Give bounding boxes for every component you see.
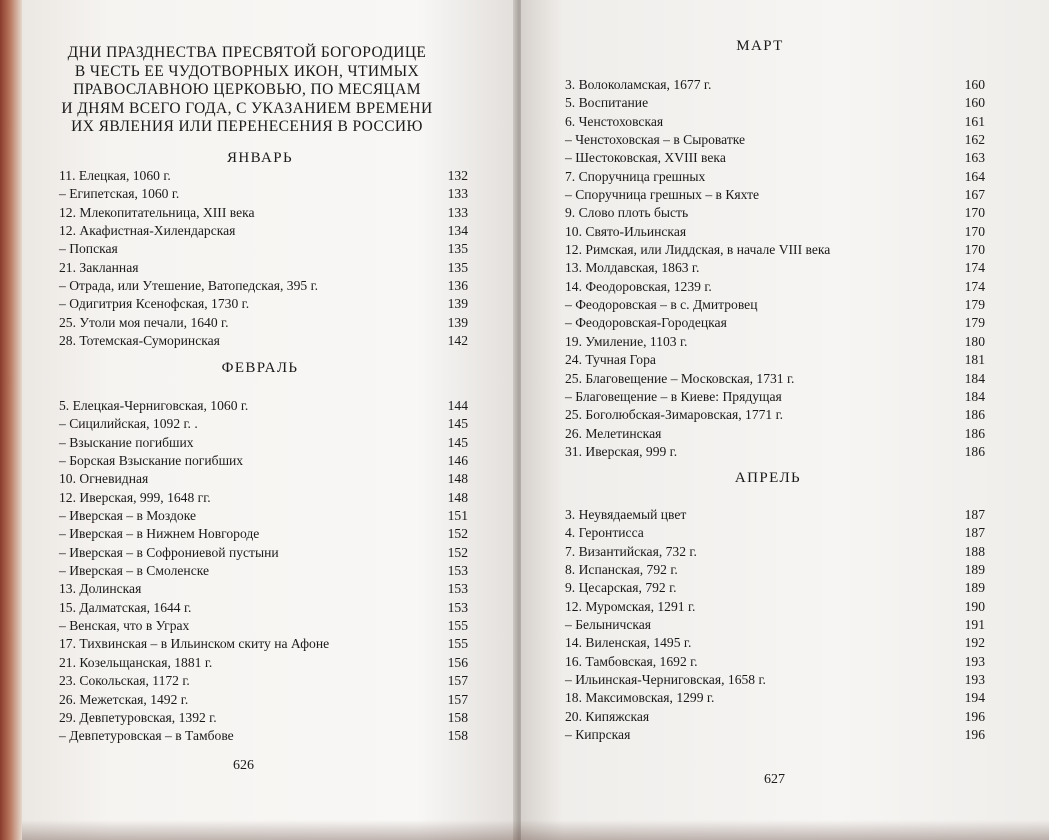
- toc-entry-page-number: 179: [964, 315, 985, 331]
- toc-entry-title: – Шестоковская, XVIII века: [565, 150, 726, 166]
- toc-entry-title: 7. Споручница грешных: [565, 168, 706, 184]
- toc-entry-title: 25. Благовещение – Московская, 1731 г.: [565, 370, 795, 386]
- toc-entry-title: – Египетская, 1060 г.: [59, 186, 180, 202]
- toc-entry-page-number: 164: [964, 168, 985, 184]
- toc-entry-page-number: 132: [447, 168, 468, 183]
- toc-entry-page-number: 157: [447, 673, 468, 689]
- toc-entry-page-number: 170: [964, 205, 985, 221]
- toc-entry-title: 19. Умиление, 1103 г.: [565, 333, 688, 349]
- toc-entry: [565, 506, 985, 524]
- toc-entry-page-number: 153: [447, 599, 468, 615]
- toc-entry: [59, 599, 468, 617]
- toc-entry: [59, 222, 468, 240]
- page-title: ДНИ ПРАЗДНЕСТВА ПРЕСВЯТОЙ БОГОРОДИЦЕ В ЧЕСТЬ ЕЕ ЧУДОТВОРНЫХ ИКОН, ЧТИМЫХ ПРАВОСЛАВНОЮ ЦЕРКОВЬЮ, ПО МЕСЯЦАМ И ДНЯМ ВСЕГО ГОДА, С УКАЗАНИЕМ ВРЕМЕНИ ИХ ЯВЛЕНИЯ ИЛИ ПЕРЕНЕСЕНИЯ В РОССИЮ: [61, 44, 433, 135]
- toc-entry-title: 14. Феодоровская, 1239 г.: [565, 278, 712, 294]
- toc-entry-title: 7. Византийская, 732 г.: [565, 543, 697, 559]
- toc-entry-title: – Отрада, или Утешение, Ватопедская, 395 г.: [59, 278, 319, 294]
- toc-entry-title: 12. Римская, или Лиддская, в начале VIII века: [565, 242, 831, 258]
- toc-entry: [565, 561, 985, 579]
- toc-entry-page-number: 156: [447, 654, 468, 670]
- toc-entry-title: – Иверская – в Моздоке: [59, 508, 196, 524]
- toc-entry-title: 5. Елецкая-Черниговская, 1060 г.: [59, 398, 249, 413]
- toc-entry-page-number: 160: [964, 95, 985, 111]
- toc-entry: [565, 149, 985, 167]
- toc-entry-title: – Иверская – в Смоленске: [59, 563, 210, 579]
- toc-entry-title: 9. Цесарская, 792 г.: [565, 580, 677, 596]
- toc-entry: [59, 259, 468, 277]
- toc-entry: [565, 204, 985, 222]
- toc-entry-page-number: 163: [964, 150, 985, 166]
- toc-entry-title: – Иверская – в Нижнем Новгороде: [59, 526, 260, 542]
- toc-entry-page-number: 139: [447, 296, 468, 312]
- toc-entry-page-number: 190: [964, 598, 985, 614]
- toc-entry: [565, 543, 985, 561]
- toc-entry-page-number: 186: [964, 443, 985, 459]
- toc-entry-page-number: 188: [964, 543, 985, 559]
- toc-entry-page-number: 180: [964, 333, 985, 349]
- toc-entry: [59, 185, 468, 203]
- toc-entry-page-number: 196: [964, 708, 985, 724]
- toc-entry-page-number: 145: [447, 434, 468, 450]
- toc-entry-page-number: 194: [964, 690, 985, 706]
- toc-entry-title: 25. Боголюбская-Зимаровская, 1771 г.: [565, 407, 784, 423]
- toc-entry: [59, 635, 468, 653]
- toc-entry-page-number: 196: [964, 727, 985, 743]
- toc-entry-title: 8. Испанская, 792 г.: [565, 562, 678, 578]
- toc-entry-page-number: 184: [964, 388, 985, 404]
- toc-entry-title: 31. Иверская, 999 г.: [565, 443, 678, 459]
- toc-entry-page-number: 153: [447, 563, 468, 579]
- toc-entry-page-number: 155: [447, 636, 468, 652]
- toc-entry: [59, 204, 468, 222]
- toc-entry-title: 10. Огневидная: [59, 471, 149, 487]
- toc-entry-page-number: 160: [964, 77, 985, 92]
- toc-entry-title: 5. Воспитание: [565, 95, 649, 111]
- toc-entry-page-number: 158: [447, 709, 468, 725]
- toc-entry-page-number: 152: [447, 544, 468, 560]
- toc-entry-page-number: 157: [447, 691, 468, 707]
- toc-entry: [565, 351, 985, 369]
- toc-entry: [565, 223, 985, 241]
- toc-entry: [59, 295, 468, 313]
- toc-entry: [565, 370, 985, 388]
- toc-entry-title: – Попская: [59, 241, 118, 257]
- toc-entry-page-number: 170: [964, 242, 985, 258]
- toc-entry: [59, 314, 468, 332]
- toc-entry: [59, 167, 468, 185]
- toc-entry-page-number: 187: [964, 525, 985, 541]
- toc-entry-title: 13. Молдавская, 1863 г.: [565, 260, 700, 276]
- toc-entry-page-number: 153: [447, 581, 468, 597]
- toc-entry: [59, 332, 468, 350]
- toc-entry-page-number: 152: [447, 526, 468, 542]
- toc-entry: [565, 425, 985, 443]
- march-list: [565, 76, 985, 461]
- toc-entry-page-number: 181: [964, 352, 985, 368]
- toc-entry-page-number: 193: [964, 653, 985, 669]
- toc-entry: [565, 278, 985, 296]
- toc-entry: [565, 259, 985, 277]
- toc-entry-page-number: 189: [964, 580, 985, 596]
- toc-entry: [565, 653, 985, 671]
- book-cover-edge: [0, 0, 22, 840]
- toc-entry: [565, 241, 985, 259]
- toc-entry: [565, 388, 985, 406]
- toc-entry-page-number: 148: [447, 489, 468, 505]
- toc-entry-title: 15. Далматская, 1644 г.: [59, 599, 192, 615]
- toc-entry-page-number: 133: [447, 204, 468, 220]
- toc-entry-title: – Одигитрия Ксенофская, 1730 г.: [59, 296, 250, 312]
- toc-entry-page-number: 170: [964, 223, 985, 239]
- toc-entry-page-number: 174: [964, 278, 985, 294]
- toc-entry: [59, 727, 468, 745]
- february-list: [59, 397, 468, 746]
- toc-entry: [59, 544, 468, 562]
- toc-entry: [59, 507, 468, 525]
- toc-entry: [565, 726, 985, 744]
- toc-entry-title: – Венская, что в Уграх: [59, 618, 190, 634]
- toc-entry-title: 28. Тотемская-Суморинская: [59, 333, 220, 349]
- toc-entry-title: 14. Виленская, 1495 г.: [565, 635, 692, 651]
- month-heading-january: ЯНВАРЬ: [226, 150, 294, 166]
- toc-entry: [59, 580, 468, 598]
- toc-entry-title: – Споручница грешных – в Кяхте: [565, 187, 760, 203]
- toc-entry-page-number: 135: [447, 259, 468, 275]
- toc-entry-page-number: 135: [447, 241, 468, 257]
- toc-entry-title: 4. Геронтисса: [565, 525, 644, 541]
- toc-entry-title: – Сицилийская, 1092 г. .: [59, 416, 198, 432]
- toc-entry: [59, 562, 468, 580]
- toc-entry: [59, 397, 468, 415]
- toc-entry: [565, 689, 985, 707]
- toc-entry-title: – Ильинская-Черниговская, 1658 г.: [565, 672, 766, 688]
- toc-entry: [565, 524, 985, 542]
- toc-entry-page-number: 179: [964, 297, 985, 313]
- toc-entry: [59, 617, 468, 635]
- toc-entry-title: 12. Млекопитательница, XIII века: [59, 204, 255, 220]
- toc-entry-title: 12. Акафистная-Хилендарская: [59, 223, 236, 239]
- toc-entry: [565, 443, 985, 461]
- toc-entry-title: – Ченстоховская – в Сыроватке: [565, 132, 746, 148]
- toc-entry-page-number: 151: [447, 508, 468, 524]
- toc-entry-page-number: 184: [964, 370, 985, 386]
- toc-entry-title: – Феодоровская-Городецкая: [565, 315, 727, 331]
- toc-entry: [59, 525, 468, 543]
- page-number-right: 627: [764, 772, 785, 787]
- toc-entry-page-number: 187: [964, 507, 985, 522]
- toc-entry-title: 6. Ченстоховская: [565, 113, 664, 129]
- toc-entry-title: 3. Неувядаемый цвет: [565, 507, 687, 522]
- toc-entry-page-number: 174: [964, 260, 985, 276]
- toc-entry-title: 3. Волоколамская, 1677 г.: [565, 77, 712, 92]
- toc-entry: [59, 709, 468, 727]
- toc-entry-title: 20. Кипяжская: [565, 708, 650, 724]
- toc-entry-page-number: 186: [964, 407, 985, 423]
- toc-entry-title: 21. Козельщанская, 1881 г.: [59, 654, 213, 670]
- toc-entry-title: 12. Муромская, 1291 г.: [565, 598, 696, 614]
- month-heading-march: МАРТ: [736, 38, 784, 54]
- toc-entry-page-number: 191: [964, 617, 985, 633]
- toc-entry: [59, 489, 468, 507]
- toc-entry: [565, 168, 985, 186]
- toc-entry-title: 11. Елецкая, 1060 г.: [59, 168, 171, 183]
- toc-entry: [565, 94, 985, 112]
- toc-entry: [59, 470, 468, 488]
- toc-entry-page-number: 144: [447, 398, 468, 413]
- toc-entry-page-number: 134: [447, 223, 468, 239]
- toc-entry: [59, 240, 468, 258]
- toc-entry-title: 23. Сокольская, 1172 г.: [59, 673, 190, 689]
- toc-entry-page-number: 162: [964, 132, 985, 148]
- toc-entry-title: 29. Девпетуровская, 1392 г.: [59, 709, 217, 725]
- toc-entry-page-number: 136: [447, 278, 468, 294]
- toc-entry: [565, 598, 985, 616]
- toc-entry-title: – Кипрская: [565, 727, 631, 743]
- toc-entry-page-number: 142: [447, 333, 468, 349]
- toc-entry-page-number: 139: [447, 314, 468, 330]
- toc-entry-title: 18. Максимовская, 1299 г.: [565, 690, 715, 706]
- toc-entry: [59, 452, 468, 470]
- toc-entry: [59, 415, 468, 433]
- toc-entry-page-number: 189: [964, 562, 985, 578]
- toc-entry: [59, 672, 468, 690]
- toc-entry-title: – Борская Взыскание погибших: [59, 453, 244, 469]
- toc-entry-title: – Белыничская: [565, 617, 652, 633]
- toc-entry-page-number: 148: [447, 471, 468, 487]
- toc-entry-title: 21. Закланная: [59, 259, 139, 275]
- toc-entry: [565, 113, 985, 131]
- toc-entry: [59, 691, 468, 709]
- toc-entry: [565, 131, 985, 149]
- toc-entry: [59, 277, 468, 295]
- toc-entry-title: – Феодоровская – в с. Дмитровец: [565, 297, 758, 313]
- toc-entry: [565, 634, 985, 652]
- toc-entry-title: 12. Иверская, 999, 1648 гг.: [59, 489, 211, 505]
- january-list: [59, 167, 468, 350]
- toc-entry-page-number: 158: [447, 728, 468, 744]
- month-heading-february: ФЕВРАЛЬ: [221, 360, 299, 376]
- toc-entry-page-number: 155: [447, 618, 468, 634]
- toc-entry-title: 10. Свято-Ильинская: [565, 223, 687, 239]
- toc-entry-title: – Иверская – в Софрониевой пустыни: [59, 544, 279, 560]
- toc-entry: [565, 406, 985, 424]
- toc-entry-title: 26. Межетская, 1492 г.: [59, 691, 189, 707]
- toc-entry: [565, 708, 985, 726]
- page-bottom-shadow: [22, 820, 1049, 840]
- toc-entry-title: 17. Тихвинская – в Ильинском скиту на Афоне: [59, 636, 330, 652]
- toc-entry: [565, 314, 985, 332]
- toc-entry: [565, 616, 985, 634]
- toc-entry-title: – Взыскание погибших: [59, 434, 194, 450]
- toc-entry: [565, 579, 985, 597]
- toc-entry-title: – Девпетуровская – в Тамбове: [59, 728, 234, 744]
- toc-entry: [59, 654, 468, 672]
- toc-entry-page-number: 192: [964, 635, 985, 651]
- toc-entry-title: 26. Мелетинская: [565, 425, 662, 441]
- page-number-left: 626: [233, 758, 254, 773]
- toc-entry-page-number: 167: [964, 187, 985, 203]
- toc-entry: [565, 333, 985, 351]
- toc-entry: [565, 186, 985, 204]
- april-list: [565, 506, 985, 744]
- toc-entry-title: 9. Слово плоть бысть: [565, 205, 689, 221]
- toc-entry: [565, 76, 985, 94]
- toc-entry: [565, 671, 985, 689]
- toc-entry-page-number: 145: [447, 416, 468, 432]
- toc-entry-page-number: 161: [964, 113, 985, 129]
- toc-entry: [59, 434, 468, 452]
- toc-entry-page-number: 133: [447, 186, 468, 202]
- toc-entry-title: 13. Долинская: [59, 581, 142, 597]
- toc-entry-title: 16. Тамбовская, 1692 г.: [565, 653, 698, 669]
- toc-entry-page-number: 193: [964, 672, 985, 688]
- toc-entry-title: 24. Тучная Гора: [565, 352, 656, 368]
- month-heading-april: АПРЕЛЬ: [734, 470, 802, 486]
- toc-entry: [565, 296, 985, 314]
- toc-entry-title: 25. Утоли моя печали, 1640 г.: [59, 314, 229, 330]
- toc-entry-title: – Благовещение – в Киеве: Прядущая: [565, 388, 782, 404]
- toc-entry-page-number: 146: [447, 453, 468, 469]
- toc-entry-page-number: 186: [964, 425, 985, 441]
